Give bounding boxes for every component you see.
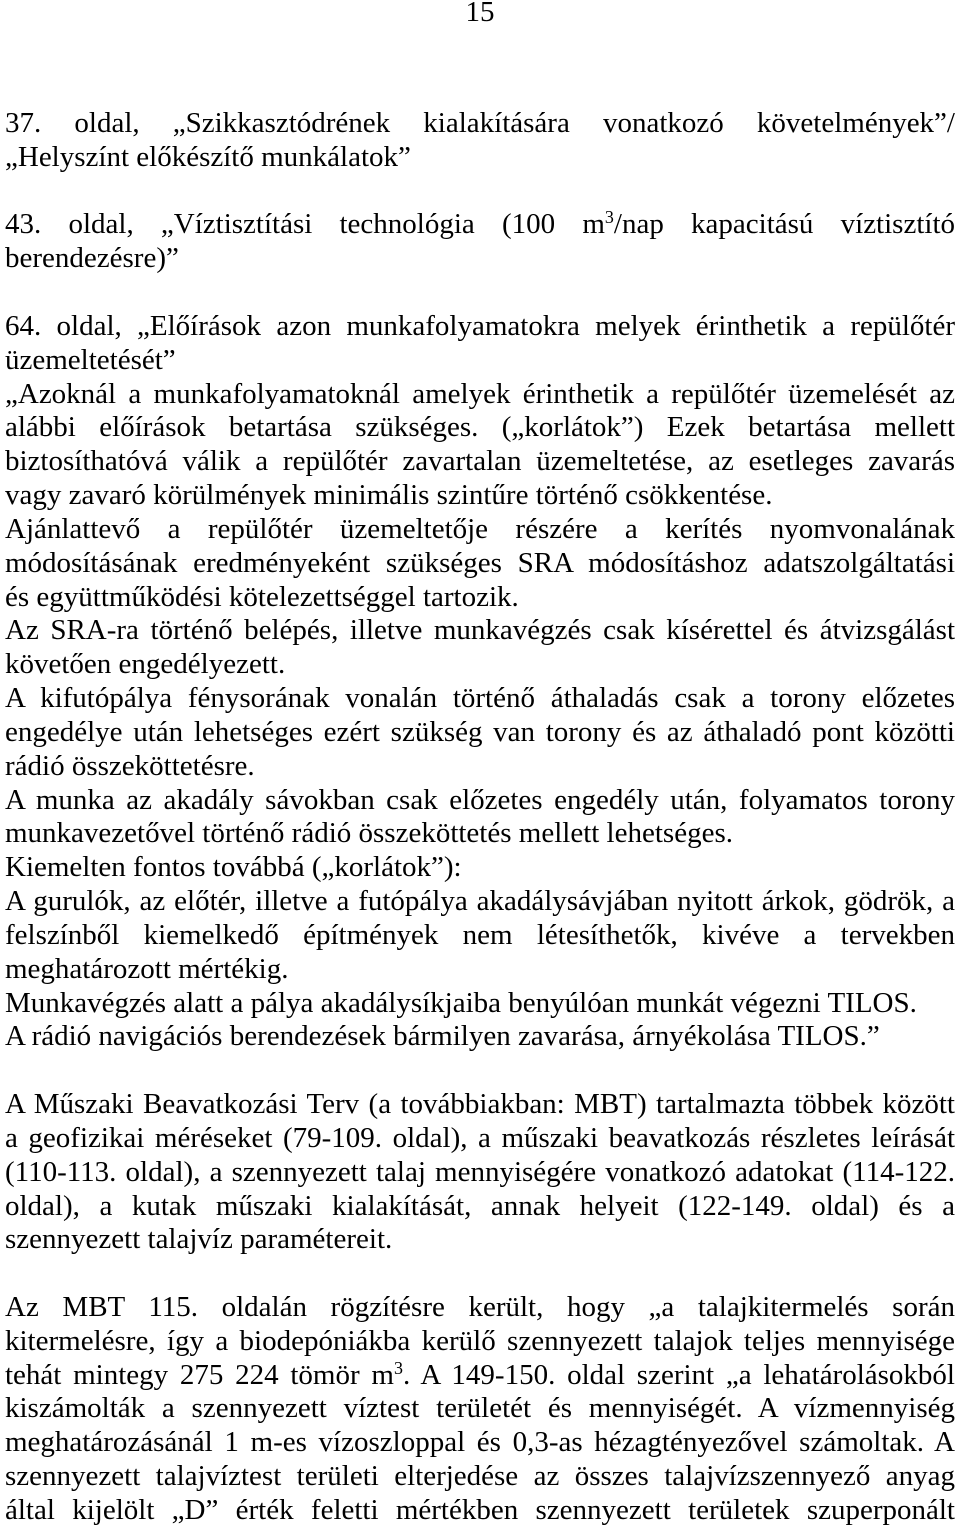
superscript: 3: [393, 1357, 403, 1378]
text-line: vagy zavaró körülmények minimális szintűre történő csökkentése.: [5, 479, 773, 512]
reference-page-43: [5, 208, 955, 276]
blank-line: [5, 276, 955, 310]
text-line: alábbi előírások betartása szükséges. („korlátok”) Ezek betartása mellett: [5, 411, 955, 444]
text-line: és együttműködési kötelezettséggel tartozik.: [5, 580, 519, 613]
quoted-requirement-paragraph: [5, 851, 955, 885]
text-line: kiszámolták a szennyezett víztest területét és mennyiségét. A vízmennyiség: [5, 1392, 955, 1425]
quoted-requirement-paragraph: [5, 987, 955, 1021]
superscript: 3: [604, 207, 614, 228]
text-line: [5, 1359, 955, 1393]
text-line: meghatározásánál 1 m-es vízoszloppal és 0,3-as hézagtényezővel számoltak. A: [5, 1426, 955, 1459]
text-line: a geofizikai méréseket (79-109. oldal), a műszaki beavatkozás részletes leírását: [5, 1121, 955, 1154]
blank-line: [5, 1054, 955, 1088]
text-line: Az SRA-ra történő belépés, illetve munkavégzés csak kísérettel és átvizsgálást: [5, 614, 955, 647]
mbt-contents-paragraph: [5, 1088, 955, 1257]
text-line: rádió összeköttetésre.: [5, 749, 255, 782]
text-line: Az MBT 115. oldalán rögzítésre került, hogy „a talajkitermelés során: [5, 1290, 955, 1323]
blank-line: [5, 175, 955, 209]
text-line: meghatározott mértékig.: [5, 952, 289, 985]
text-line: „Helyszínt előkészítő munkálatok”: [5, 140, 411, 173]
text-line: oldal), a kutak műszaki kialakítását, annak helyeit (122-149. oldal) és a: [5, 1189, 955, 1222]
reference-page-64: [5, 310, 955, 378]
text-line: A rádió navigációs berendezések bármilyen zavarása, árnyékolása TILOS.”: [5, 1020, 880, 1053]
text-line: A Műszaki Beavatkozási Terv (a továbbiakban: MBT) tartalmazta többek között: [5, 1088, 955, 1121]
text-segment: tehát mintegy 275 224 tömör m: [5, 1358, 394, 1391]
text-line: biztosíthatóvá válik a repülőtér zavartalan üzemeltetése, az esetleges zavarás: [5, 445, 955, 478]
text-line: 64. oldal, „Előírások azon munkafolyamatokra melyek érinthetik a repülőtér: [5, 309, 955, 342]
page-number: 15: [465, 0, 495, 28]
mbt-page-115-paragraph: [5, 1291, 955, 1528]
text-line: Ajánlattevő a repülőtér üzemeltetője részére a kerítés nyomvonalának: [5, 512, 955, 545]
text-line: Munkavégzés alatt a pálya akadálysíkjaiba benyúlóan munkát végezni TILOS.: [5, 986, 917, 1019]
text-segment: 43. oldal, „Víztisztítási technológia (100 m: [5, 208, 605, 241]
text-line: szennyezett talajvíztest területi elterjedése az összes talajvízszennyező anyag: [5, 1460, 955, 1493]
text-line: „Azoknál a munkafolyamatoknál amelyek érinthetik a repülőtér üzemelését az: [5, 377, 955, 410]
text-line: Kiemelten fontos továbbá („korlátok”):: [5, 851, 462, 884]
text-segment: . A 149-150. oldal szerint „a lehatárolásokból: [402, 1358, 955, 1391]
text-line: követően engedélyezett.: [5, 648, 286, 681]
text-line: kitermelésre, így a biodepóniákba kerülő szennyezett talajok teljes mennyisége: [5, 1324, 955, 1357]
text-line: üzemeltetését”: [5, 343, 176, 376]
text-segment: /nap kapacitású víztisztító: [613, 208, 956, 241]
text-line: felszínből kiemelkedő építmények nem létesíthetők, kivéve a tervekben: [5, 918, 955, 951]
text-line: módosításának eredményeként szükséges SRA módosításhoz adatszolgáltatási: [5, 546, 955, 579]
text-line: által kijelölt „D” érték feletti mértékben szennyezett területek szuperponált: [5, 1493, 955, 1526]
quoted-requirement-paragraph: [5, 885, 955, 986]
document-body: [5, 107, 955, 1528]
quoted-requirement-paragraph: [5, 614, 955, 682]
text-line: A kifutópálya fénysorának vonalán történő áthaladás csak a torony előzetes: [5, 682, 955, 715]
quoted-requirement-paragraph: [5, 784, 955, 852]
text-line: szennyezett talajvíz paramétereit.: [5, 1223, 393, 1256]
text-line: 37. oldal, „Szikkasztódrének kialakítására vonatkozó követelmények”/: [5, 107, 955, 139]
text-line: (110-113. oldal), a szennyezett talaj mennyiségére vonatkozó adatokat (114-122.: [5, 1155, 955, 1188]
text-line: berendezésre)”: [5, 242, 179, 275]
text-line: munkavezetővel történő rádió összeköttetés mellett lehetséges.: [5, 817, 733, 850]
text-line: [5, 208, 955, 242]
quoted-requirement-paragraph: [5, 378, 955, 513]
text-line: A gurulók, az előtér, illetve a futópálya akadálysávjában nyitott árkok, gödrök, a: [5, 885, 955, 918]
quoted-requirement-paragraph: [5, 513, 955, 614]
text-line: A munka az akadály sávokban csak előzetes engedély után, folyamatos torony: [5, 783, 955, 816]
text-line: engedélye után lehetséges ezért szükség van torony és az áthaladó pont közötti: [5, 715, 955, 748]
quoted-requirement-paragraph: [5, 682, 955, 783]
quoted-requirement-paragraph: [5, 1020, 955, 1054]
reference-page-37: [5, 107, 955, 175]
blank-line: [5, 1257, 955, 1291]
